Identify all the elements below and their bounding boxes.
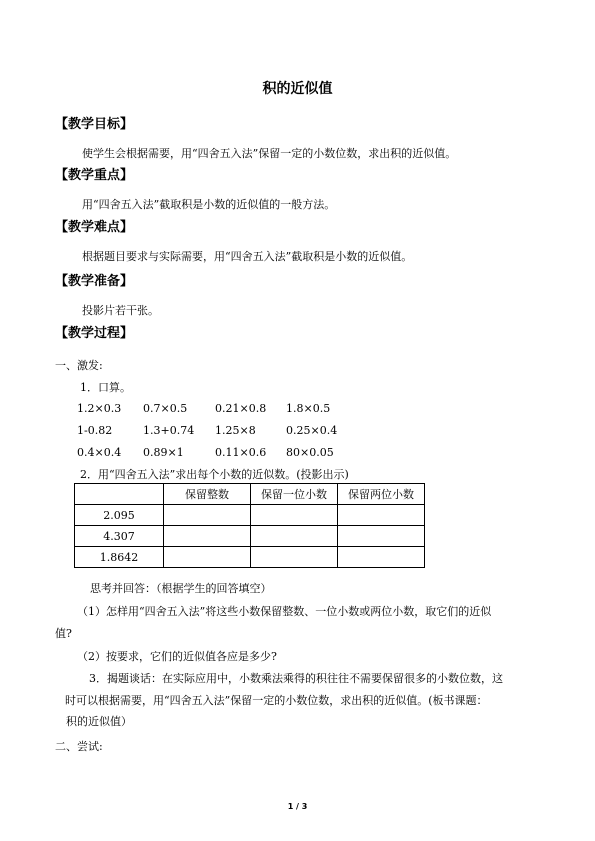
- table-cell: [338, 505, 425, 526]
- prep-text: 投影片若干张。: [82, 304, 159, 317]
- table-header-cell: 保留两位小数: [338, 484, 425, 505]
- think-text: 思考并回答：（根据学生的回答填空）: [90, 582, 272, 595]
- calc-cell: 0.4×0.4: [77, 446, 122, 459]
- table-cell: [251, 505, 338, 526]
- difficulty-text: 根据题目要求与实际需要，用“四舍五入法”截取积是小数的近似值。: [82, 250, 413, 263]
- question1-line2: 值?: [55, 627, 72, 640]
- section-heading-goal: 【教学目标】: [55, 117, 134, 132]
- calc-cell: 1.2×0.3: [77, 402, 122, 415]
- calc-cell: 0.89×1: [143, 446, 184, 459]
- section-heading-key: 【教学重点】: [55, 168, 134, 183]
- table-header-cell: 保留整数: [164, 484, 251, 505]
- calc-cell: 0.25×0.4: [286, 424, 338, 437]
- calc-cell: 1-0.82: [77, 424, 113, 437]
- section-heading-process: 【教学过程】: [55, 326, 134, 341]
- calc-cell: 0.7×0.5: [143, 402, 188, 415]
- section-heading-prep: 【教学准备】: [55, 274, 134, 289]
- calc-cell: 0.21×0.8: [215, 402, 267, 415]
- page-title: 积的近似值: [262, 81, 333, 97]
- goal-text: 使学生会根据需要，用“四舍五入法”保留一定的小数位数，求出积的近似值。: [82, 147, 457, 160]
- table-cell: [338, 547, 425, 568]
- key-text: 用“四舍五入法”截取积是小数的近似值的一般方法。: [82, 198, 336, 211]
- section-heading-difficulty: 【教学难点】: [55, 220, 134, 235]
- table-row: [75, 547, 425, 568]
- item3-line3: 积的近似值）: [66, 715, 132, 728]
- calc-cell: 1.8×0.5: [286, 402, 331, 415]
- calc-cell: 80×0.05: [286, 446, 334, 459]
- page-number: 1 / 3: [287, 802, 308, 811]
- table-cell: [164, 505, 251, 526]
- part2-heading: 二、尝试:: [55, 740, 103, 753]
- item1-text: 1．口算。: [80, 381, 131, 394]
- table-cell: 4.307: [75, 526, 164, 547]
- table-header-row: [75, 484, 425, 505]
- approximation-table: [74, 483, 425, 568]
- table-cell: [251, 547, 338, 568]
- calc-cell: 0.11×0.6: [215, 446, 267, 459]
- question1-line1: （1）怎样用“四舍五入法”将这些小数保留整数、一位小数或两位小数，取它们的近似: [77, 605, 492, 618]
- calc-cell: 1.3+0.74: [143, 424, 195, 437]
- table-cell: [338, 526, 425, 547]
- table-header-cell: 保留一位小数: [251, 484, 338, 505]
- table-cell: 1.8642: [75, 547, 164, 568]
- table-cell: [164, 526, 251, 547]
- table-header-cell: [75, 484, 164, 505]
- table-cell: 2.095: [75, 505, 164, 526]
- table-row: [75, 505, 425, 526]
- item3-line2: 时可以根据需要，用“四舍五入法”保留一定的小数位数，求出积的近似值。(板书课题：: [65, 694, 488, 707]
- item3-line1: 3．揭题谈话：在实际应用中，小数乘法乘得的积往往不需要保留很多的小数位数，这: [89, 672, 503, 685]
- table-row: [75, 526, 425, 547]
- table-cell: [164, 547, 251, 568]
- table-cell: [251, 526, 338, 547]
- part1-heading: 一、激发:: [55, 359, 103, 372]
- calc-cell: 1.25×8: [215, 424, 256, 437]
- item2-text: 2．用“四舍五入法”求出每个小数的近似数。(投影出示): [80, 468, 349, 481]
- question2-text: （2）按要求，它们的近似值各应是多少?: [77, 650, 277, 663]
